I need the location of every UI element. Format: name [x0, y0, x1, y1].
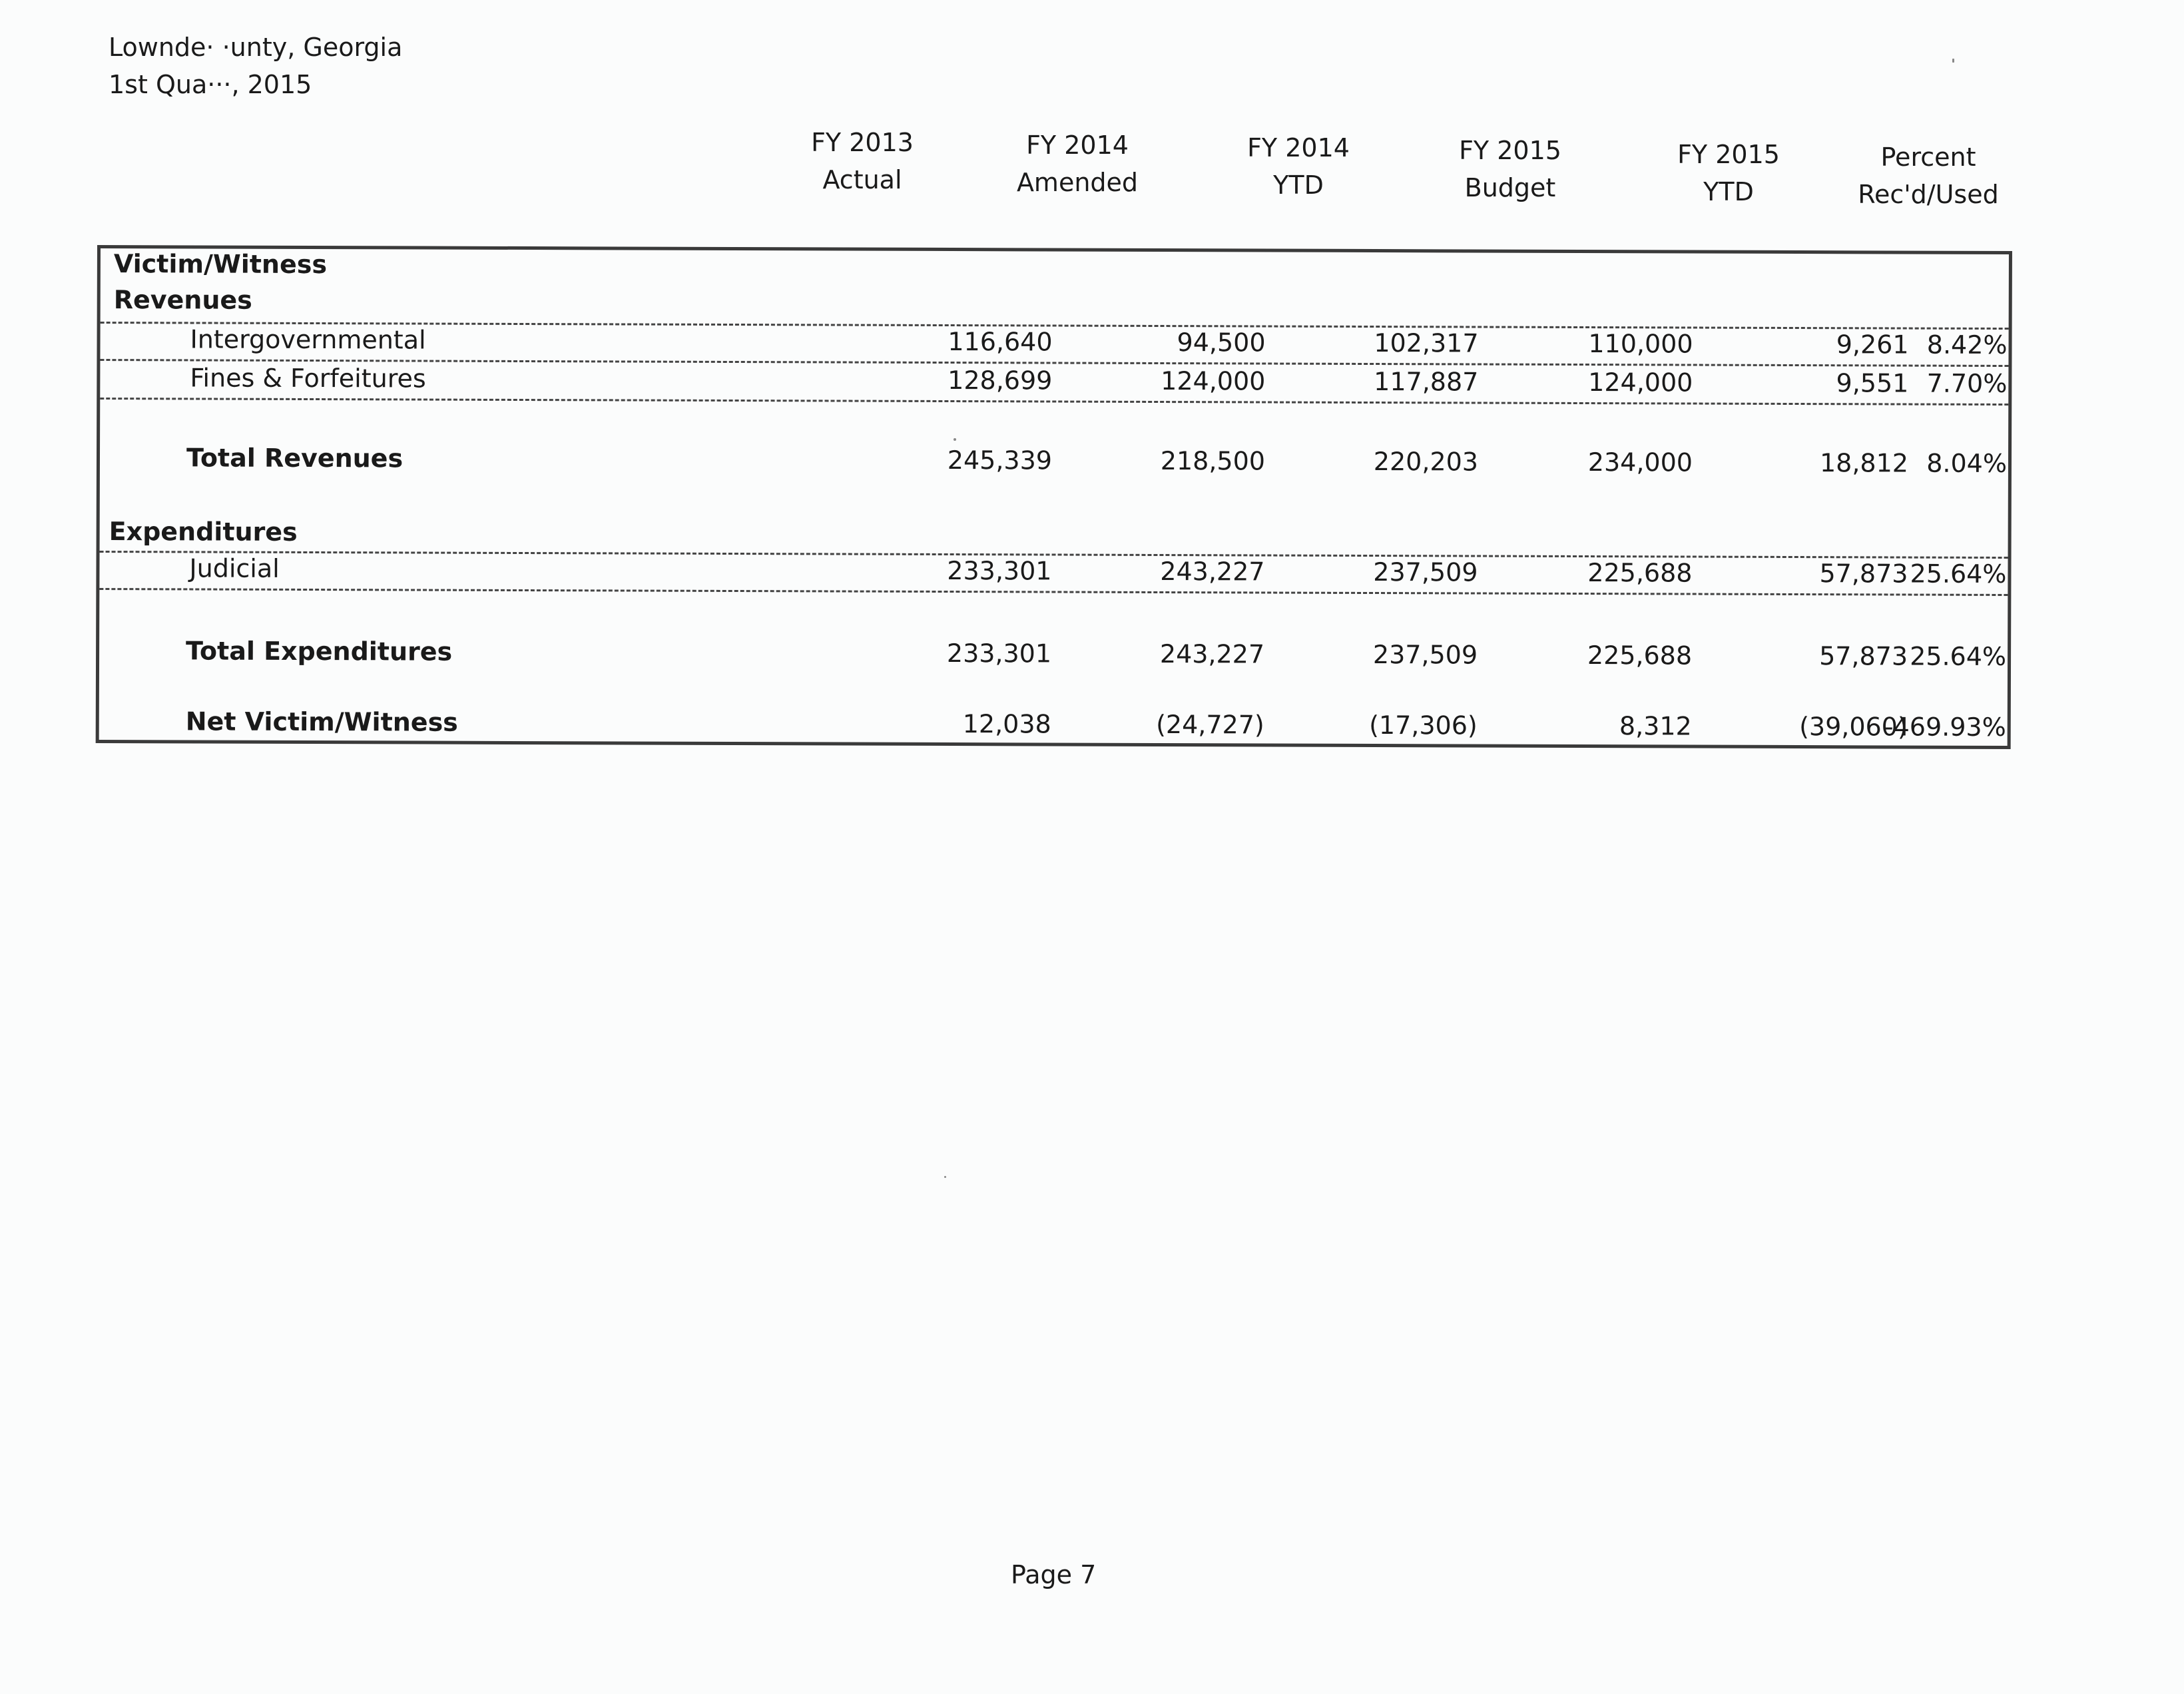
col-head-fy2015-budget: FY 2015 Budget — [1459, 136, 1561, 202]
cell-fy2013-actual: 233,301 — [947, 556, 1052, 586]
county-title: Lownde· ·unty, Georgia — [109, 33, 403, 62]
scan-speck — [944, 1176, 946, 1178]
cell-percent-used: 25.64% — [1910, 559, 2007, 589]
revenues-heading: Revenues — [113, 285, 252, 315]
cell-percent-used: -469.93% — [1884, 712, 2006, 742]
divider — [100, 398, 2008, 406]
cell-fy2013-actual: 116,640 — [948, 327, 1053, 357]
cell-percent-used: 8.04% — [1926, 448, 2008, 479]
table-row — [100, 362, 2008, 400]
cell-fy2014-ytd: 237,509 — [1373, 557, 1478, 587]
col-head-percent-used: Percent Rec'd/Used — [1858, 142, 1999, 209]
page-number: Page 7 — [1011, 1560, 1097, 1589]
row-label: Fines & Forfeitures — [190, 363, 426, 394]
cell-fy2014-ytd: 117,887 — [1374, 367, 1479, 397]
table-row — [100, 323, 2008, 361]
cell-fy2015-ytd: (39,060) — [1799, 712, 1908, 742]
cell-fy2015-budget: 8,312 — [1619, 711, 1692, 741]
section-title: Victim/Witness — [113, 249, 328, 280]
cell-fy2014-ytd: 102,317 — [1374, 328, 1479, 358]
report-period: 1st Qua···, 2015 — [109, 70, 312, 99]
net-row — [99, 705, 2008, 743]
divider — [99, 588, 2008, 596]
cell-fy2015-ytd: 57,873 — [1819, 559, 1908, 589]
cell-fy2015-ytd: 9,261 — [1836, 330, 1909, 360]
cell-fy2015-ytd: 9,551 — [1836, 368, 1909, 398]
row-label: Judicial — [189, 553, 280, 583]
cell-fy2013-actual: 128,699 — [948, 366, 1053, 396]
row-label: Total Expenditures — [186, 636, 453, 667]
col-head-fy2014-ytd: FY 2014 YTD — [1247, 133, 1350, 200]
cell-fy2014-ytd: 220,203 — [1373, 447, 1479, 477]
cell-fy2014-ytd: (17,306) — [1369, 710, 1478, 740]
cell-fy2015-ytd: 18,812 — [1819, 448, 1909, 478]
cell-fy2015-budget: 225,688 — [1587, 558, 1693, 588]
cell-percent-used: 7.70% — [1926, 368, 2008, 399]
cell-fy2014-amended: 243,227 — [1159, 639, 1265, 669]
cell-fy2014-amended: 94,500 — [1177, 328, 1266, 358]
victim-witness-table — [96, 245, 2012, 749]
cell-fy2014-amended: 243,227 — [1160, 557, 1265, 587]
col-head-fy2014-amended: FY 2014 Amended — [1016, 131, 1139, 197]
cell-fy2014-amended: 218,500 — [1160, 446, 1266, 476]
cell-fy2015-budget: 234,000 — [1587, 447, 1693, 477]
row-label: Net Victim/Witness — [185, 706, 458, 737]
expenditures-heading: Expenditures — [109, 517, 298, 547]
cell-fy2014-amended: (24,727) — [1156, 709, 1264, 740]
total-expenditures-row — [99, 635, 2008, 673]
cell-fy2015-budget: 225,688 — [1587, 641, 1693, 671]
cell-fy2015-ytd: 57,873 — [1819, 641, 1908, 671]
cell-fy2013-actual: 12,038 — [962, 709, 1051, 739]
row-label: Intergovernmental — [190, 324, 426, 355]
row-label: Total Revenues — [186, 443, 404, 473]
total-revenues-row — [100, 441, 2008, 479]
scan-speck — [954, 438, 956, 441]
cell-fy2014-ytd: 237,509 — [1372, 640, 1478, 670]
table-row — [99, 552, 2008, 590]
scan-speck — [1952, 59, 1954, 63]
col-head-fy2015-ytd: FY 2015 YTD — [1677, 140, 1780, 206]
cell-fy2014-amended: 124,000 — [1161, 366, 1266, 396]
cell-percent-used: 25.64% — [1910, 641, 2007, 672]
col-head-fy2013-actual: FY 2013 Actual — [811, 128, 914, 194]
cell-fy2015-budget: 110,000 — [1588, 329, 1693, 359]
cell-fy2013-actual: 233,301 — [946, 639, 1052, 669]
cell-fy2015-budget: 124,000 — [1588, 368, 1693, 398]
cell-percent-used: 8.42% — [1926, 330, 2008, 360]
cell-fy2013-actual: 245,339 — [947, 445, 1053, 475]
